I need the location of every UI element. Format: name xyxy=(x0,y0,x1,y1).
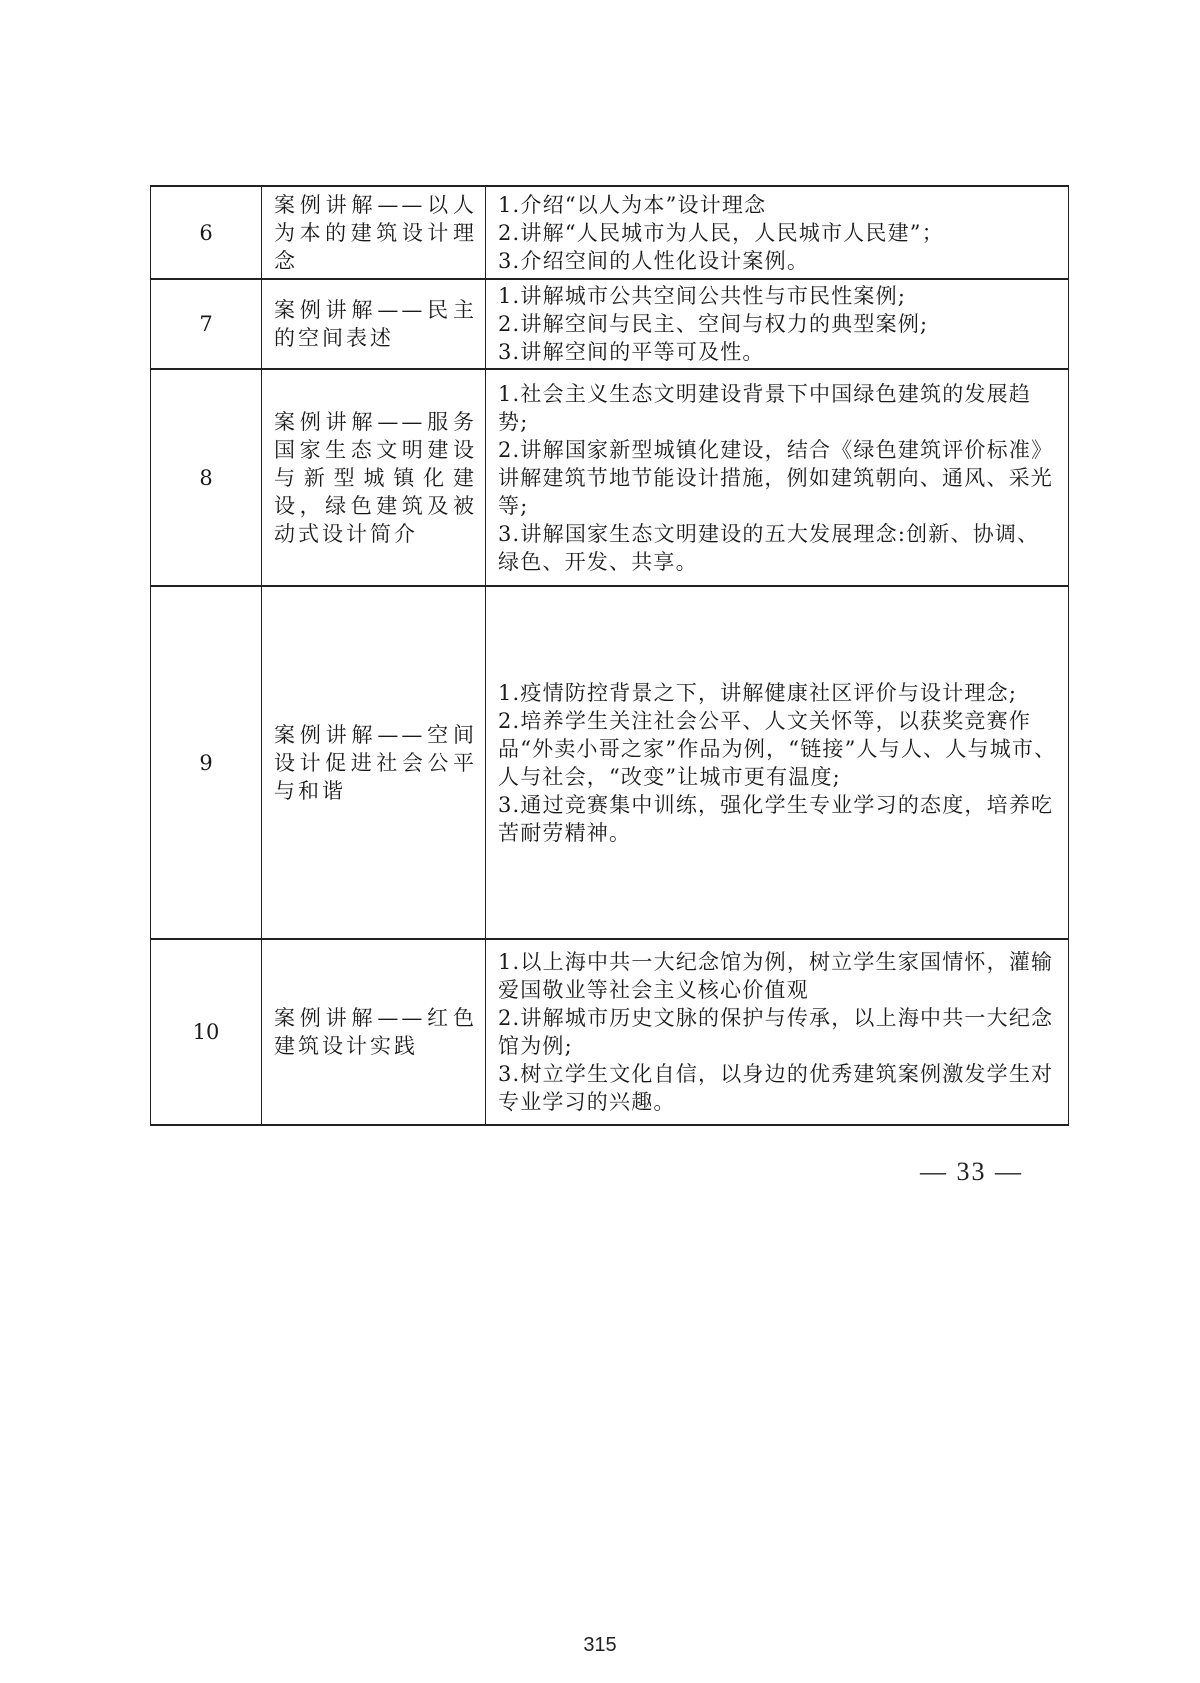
table-row xyxy=(151,939,1069,1125)
content-line: 1.介绍“以人为本”设计理念 xyxy=(498,192,767,217)
row-title: 案例讲解——红色建筑设计实践 xyxy=(274,1006,477,1058)
row-title-cell xyxy=(262,186,486,279)
row-title: 案例讲解——以人为本的建筑设计理念 xyxy=(274,192,477,273)
row-title-cell xyxy=(262,369,486,586)
row-title: 案例讲解——服务国家生态文明建设与新型城镇化建设，绿色建筑及被动式设计简介 xyxy=(274,409,477,546)
row-title: 案例讲解——空间设计促进社会公平与和谐 xyxy=(274,722,477,803)
course-content-table xyxy=(150,185,1069,1126)
row-title-cell xyxy=(262,279,486,369)
row-title: 案例讲解——民主的空间表述 xyxy=(274,298,477,350)
content-line: 1.疫情防控背景之下，讲解健康社区评价与设计理念; xyxy=(498,680,1018,705)
content-line: 2.讲解国家新型城镇化建设，结合《绿色建筑评价标准》讲解建筑节地节能设计措施，例如建筑朝向、通风、采光等; xyxy=(498,437,1054,518)
row-content-cell xyxy=(486,369,1069,586)
row-content-cell xyxy=(486,186,1069,279)
content-line: 3.讲解国家生态文明建设的五大发展理念:创新、协调、绿色、开发、共享。 xyxy=(498,521,1040,574)
row-content-cell xyxy=(486,586,1069,939)
row-content-cell xyxy=(486,279,1069,369)
content-line: 3.树立学生文化自信，以身边的优秀建筑案例激发学生对专业学习的兴趣。 xyxy=(498,1062,1054,1114)
row-number: 7 xyxy=(151,279,262,369)
content-line: 3.通过竞赛集中训练，强化学生专业学习的态度，培养吃苦耐劳精神。 xyxy=(498,792,1054,845)
content-line: 1.讲解城市公共空间公共性与市民性案例; xyxy=(498,284,907,308)
table-row xyxy=(151,186,1069,279)
row-title-cell xyxy=(262,939,486,1125)
table-row xyxy=(151,279,1069,369)
row-number: 10 xyxy=(151,939,262,1125)
row-title-cell xyxy=(262,586,486,939)
content-line: 1.社会主义生态文明建设背景下中国绿色建筑的发展趋势; xyxy=(498,381,1032,434)
row-content-cell xyxy=(486,939,1069,1125)
content-line: 2.讲解城市历史文脉的保护与传承，以上海中共一大纪念馆为例; xyxy=(498,1006,1054,1058)
page-number-label: — 33 — xyxy=(920,1157,1023,1186)
content-line: 2.讲解空间与民主、空间与权力的典型案例; xyxy=(498,312,929,336)
row-number: 8 xyxy=(151,369,262,586)
content-line: 3.讲解空间的平等可及性。 xyxy=(498,340,765,364)
content-line: 2.讲解“人民城市为人民，人民城市人民建”； xyxy=(498,220,944,245)
content-line: 2.培养学生关注社会公平、人文关怀等，以获奖竞赛作品“外卖小哥之家”作品为例，“链接”人与人、人与城市、人与社会，“改变”让城市更有温度; xyxy=(498,708,1057,789)
table-row xyxy=(151,369,1069,586)
row-number: 6 xyxy=(151,186,262,279)
scan-page-number: 315 xyxy=(583,1634,617,1656)
content-line: 1.以上海中共一大纪念馆为例，树立学生家国情怀，灌输爱国敬业等社会主义核心价值观 xyxy=(498,950,1054,1002)
row-number: 9 xyxy=(151,586,262,939)
table-row xyxy=(151,586,1069,939)
content-line: 3.介绍空间的人性化设计案例。 xyxy=(498,248,810,273)
